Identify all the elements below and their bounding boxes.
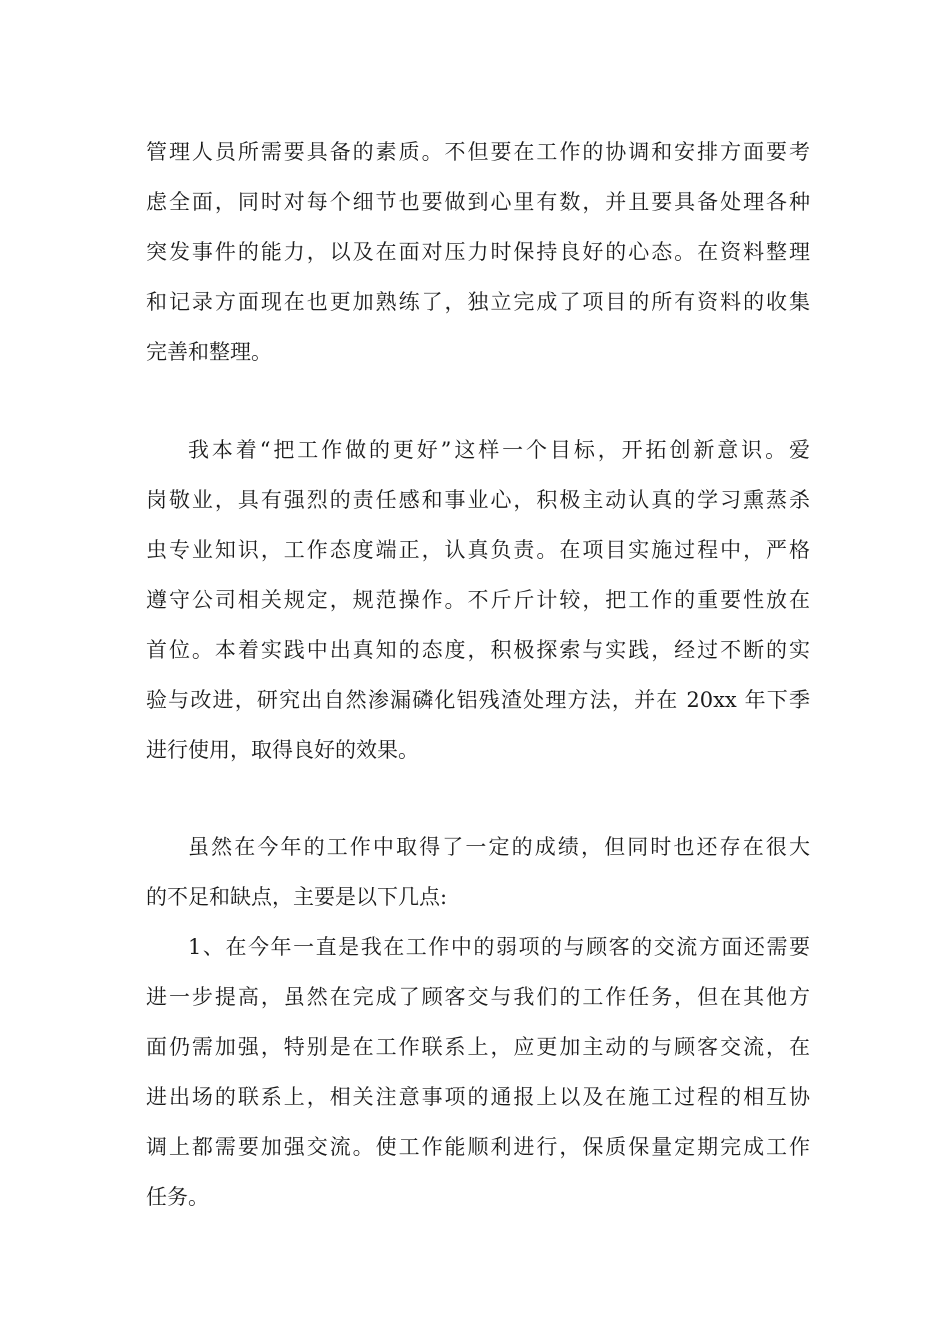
paragraph-line: 进行使用，取得良好的效果。 — [146, 738, 419, 762]
paragraph-line: 任务。 — [146, 1185, 209, 1209]
paragraph-line: 验与改进，研究出自然渗漏磷化铝残渣处理方法，并在 20xx 年下季 — [146, 688, 810, 712]
paragraph-line: 遵守公司相关规定，规范操作。不斤斤计较，把工作的重要性放在 — [146, 588, 810, 612]
paragraph-line: 和记录方面现在也更加熟练了，独立完成了项目的所有资料的收集 — [146, 290, 810, 314]
paragraph-line: 岗敬业，具有强烈的责任感和事业心，积极主动认真的学习熏蒸杀 — [146, 488, 810, 512]
paragraph-1 — [146, 127, 810, 377]
paragraph-line: 1、在今年一直是我在工作中的弱项的与顾客的交流方面还需要 — [188, 935, 810, 959]
paragraph-line: 管理人员所需要具备的素质。不但要在工作的协调和安排方面要考 — [146, 140, 810, 164]
paragraph-3 — [146, 822, 810, 922]
paragraph-line: 突发事件的能力，以及在面对压力时保持良好的心态。在资料整理 — [146, 240, 810, 264]
paragraph-line: 的不足和缺点，主要是以下几点: — [146, 885, 448, 909]
paragraph-line: 进一步提高，虽然在完成了顾客交与我们的工作任务，但在其他方 — [146, 985, 810, 1009]
paragraph-line: 首位。本着实践中出真知的态度，积极探索与实践，经过不断的实 — [146, 638, 810, 662]
paragraph-line: 虽然在今年的工作中取得了一定的成绩，但同时也还存在很大 — [188, 835, 810, 859]
paragraph-2 — [146, 425, 810, 775]
paragraph-line: 面仍需加强，特别是在工作联系上，应更加主动的与顾客交流，在 — [146, 1035, 810, 1059]
paragraph-line: 进出场的联系上，相关注意事项的通报上以及在施工过程的相互协 — [146, 1085, 810, 1109]
paragraph-line: 虑全面，同时对每个细节也要做到心里有数，并且要具备处理各种 — [146, 190, 810, 214]
paragraph-4 — [146, 922, 810, 1222]
paragraph-line: 完善和整理。 — [146, 340, 272, 364]
paragraph-line: 虫专业知识，工作态度端正，认真负责。在项目实施过程中，严格 — [146, 538, 810, 562]
paragraph-line: 我本着“把工作做的更好”这样一个目标，开拓创新意识。爱 — [188, 438, 810, 462]
paragraph-line: 调上都需要加强交流。使工作能顺利进行，保质保量定期完成工作 — [146, 1135, 810, 1159]
